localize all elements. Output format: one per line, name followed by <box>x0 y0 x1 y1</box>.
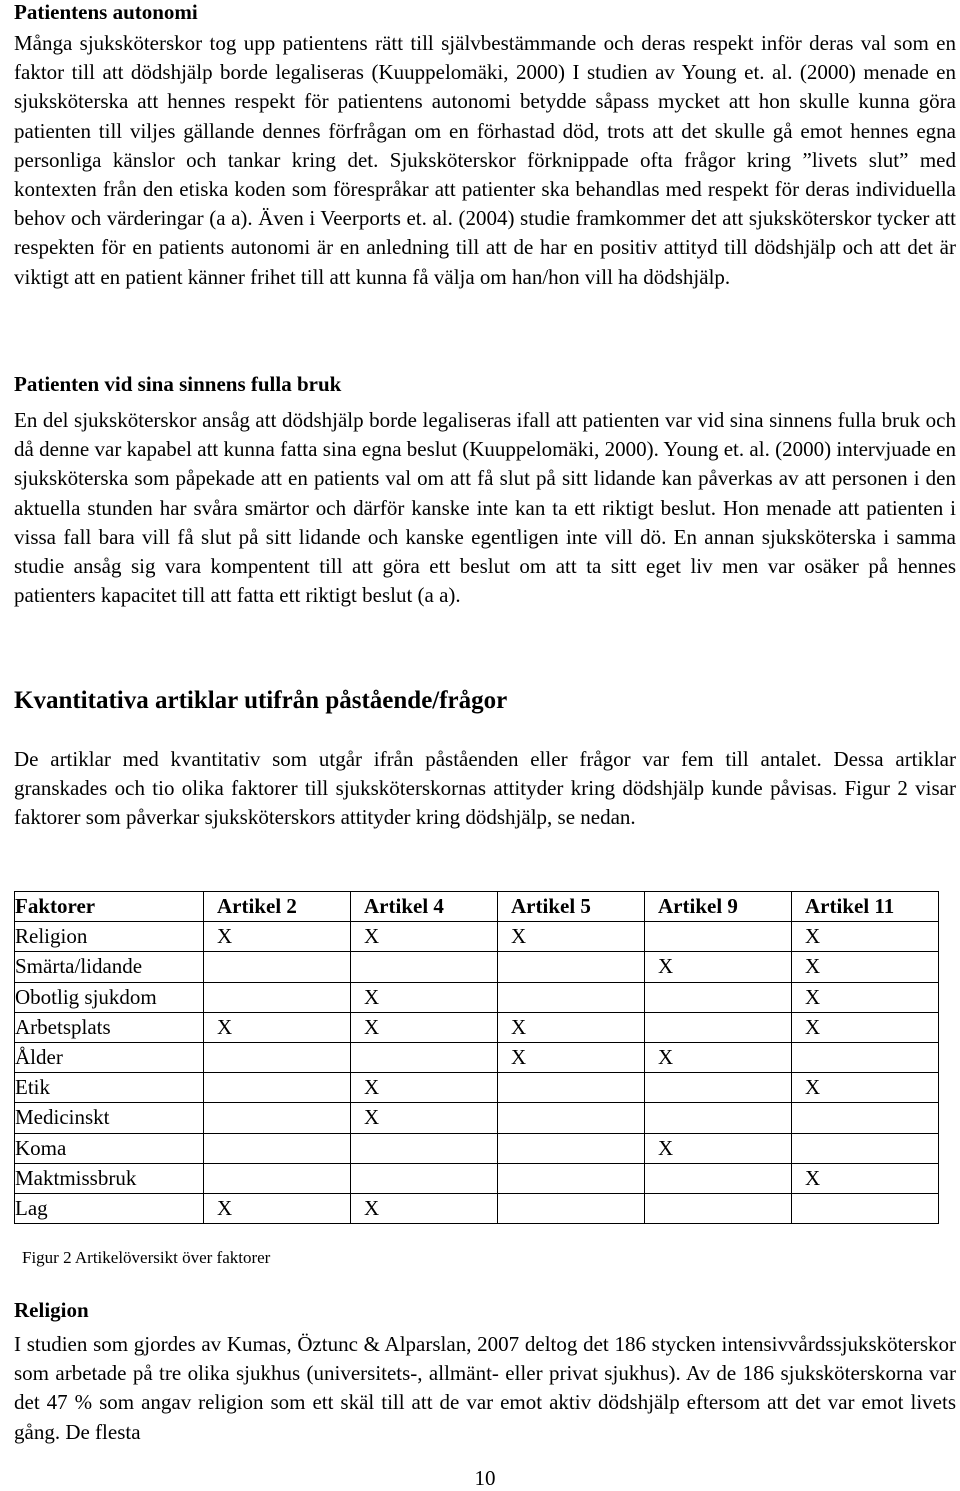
mark-cell: X <box>792 922 939 952</box>
mark-cell <box>792 1133 939 1163</box>
table-header-cell: Artikel 4 <box>351 892 498 922</box>
mark-cell <box>498 1194 645 1224</box>
table-header-cell: Faktorer <box>15 892 204 922</box>
mark-cell <box>204 952 351 982</box>
figure-caption: Figur 2 Artikelöversikt över faktorer <box>22 1248 271 1267</box>
mark-cell: X <box>204 922 351 952</box>
mark-cell <box>351 1043 498 1073</box>
mark-cell <box>498 982 645 1012</box>
mark-cell: X <box>792 1163 939 1193</box>
mark-cell: X <box>792 1012 939 1042</box>
mark-cell: X <box>204 1012 351 1042</box>
mark-cell: X <box>204 1194 351 1224</box>
heading-sinnens-fulla-bruk: Patienten vid sina sinnens fulla bruk <box>14 372 342 396</box>
mark-cell <box>351 1133 498 1163</box>
heading-kvantitativa-artiklar: Kvantitativa artiklar utifrån påstående/frågor <box>14 687 508 714</box>
factor-name-cell: Ålder <box>15 1043 204 1073</box>
factor-name-cell: Etik <box>15 1073 204 1103</box>
mark-cell <box>351 1163 498 1193</box>
factors-table <box>14 891 939 1224</box>
mark-cell: X <box>351 922 498 952</box>
mark-cell <box>351 952 498 982</box>
mark-cell <box>498 1073 645 1103</box>
factor-name-cell: Obotlig sjukdom <box>15 982 204 1012</box>
mark-cell: X <box>351 1073 498 1103</box>
mark-cell: X <box>351 1194 498 1224</box>
paragraph-religion: I studien som gjordes av Kumas, Öztunc & Alparslan, 2007 deltog det 186 stycken intensivvårdssjuksköterskor som arbetade på tre olika sjukhus (universitets-, allmänt- eller privat sjukhus). Av de 186 sjuksköterskorna var det 47 % som angav religion som ett skäl till att de var emot aktiv dödshjälp eftersom att det var emot livets gång. De flesta <box>14 1332 956 1444</box>
mark-cell <box>204 1163 351 1193</box>
factor-name-cell: Religion <box>15 922 204 952</box>
mark-cell <box>645 1073 792 1103</box>
paragraph-autonomi: Många sjuksköterskor tog upp patientens rätt till självbestämmande och deras respekt inför deras val som en faktor till att dödshjälp borde legaliseras (Kuuppelomäki, 2000) I studien av Young et. al. (2000) menade en sjuksköterska att hennes respekt för patientens autonomi betydde såpass mycket att hon skulle kunna göra patienten till viljes gällande dennes förfrågan om en förhastad död, trots att det skulle gå emot hennes egna personliga känslor och tankar kring det. Sjuksköterskor förknippade ofta frågor kring ”livets slut” med kontexten från den etiska koden som förespråkar att patienter ska behandlas med respekt för deras individuella behov och värderingar (a a). Även i Veerports et. al. (2004) studie framkommer det att sjuksköterskor tycker att respekten för en patients autonomi är en anledning till att de har en positiv attityd till dödshjälp och att det är viktigt att en patient känner frihet till att kunna få välja om han/hon vill ha dödshjälp. <box>14 31 956 289</box>
mark-cell <box>792 1103 939 1133</box>
table-row <box>15 1073 939 1103</box>
mark-cell <box>645 1163 792 1193</box>
table-row <box>15 1194 939 1224</box>
table-header-cell: Artikel 5 <box>498 892 645 922</box>
table-row <box>15 982 939 1012</box>
table-header-cell: Artikel 9 <box>645 892 792 922</box>
mark-cell <box>645 982 792 1012</box>
factor-name-cell: Maktmissbruk <box>15 1163 204 1193</box>
table-header-cell: Artikel 2 <box>204 892 351 922</box>
factor-name-cell: Smärta/lidande <box>15 952 204 982</box>
table-row <box>15 1012 939 1042</box>
mark-cell: X <box>645 1133 792 1163</box>
table-row <box>15 1163 939 1193</box>
mark-cell: X <box>645 952 792 982</box>
mark-cell <box>204 982 351 1012</box>
factor-name-cell: Medicinskt <box>15 1103 204 1133</box>
mark-cell: X <box>351 1103 498 1133</box>
table-row <box>15 1133 939 1163</box>
mark-cell <box>645 1103 792 1133</box>
mark-cell: X <box>498 1043 645 1073</box>
mark-cell <box>645 1194 792 1224</box>
table-header-cell: Artikel 11 <box>792 892 939 922</box>
heading-religion: Religion <box>14 1298 89 1322</box>
mark-cell: X <box>645 1043 792 1073</box>
table-row <box>15 1103 939 1133</box>
mark-cell <box>204 1103 351 1133</box>
mark-cell <box>645 1012 792 1042</box>
mark-cell <box>645 922 792 952</box>
heading-patientens-autonomi: Patientens autonomi <box>14 0 198 24</box>
mark-cell <box>204 1043 351 1073</box>
mark-cell: X <box>498 922 645 952</box>
mark-cell <box>204 1133 351 1163</box>
mark-cell <box>792 1194 939 1224</box>
mark-cell <box>498 1103 645 1133</box>
mark-cell: X <box>792 952 939 982</box>
mark-cell: X <box>498 1012 645 1042</box>
mark-cell: X <box>792 1073 939 1103</box>
mark-cell <box>204 1073 351 1103</box>
factor-name-cell: Arbetsplats <box>15 1012 204 1042</box>
mark-cell <box>498 1133 645 1163</box>
mark-cell: X <box>351 982 498 1012</box>
mark-cell <box>498 1163 645 1193</box>
page-number: 10 <box>474 1466 496 1490</box>
mark-cell <box>498 952 645 982</box>
table-row <box>15 922 939 952</box>
mark-cell: X <box>351 1012 498 1042</box>
mark-cell: X <box>792 982 939 1012</box>
table-row <box>15 1043 939 1073</box>
table-row <box>15 952 939 982</box>
paragraph-kvantitativa: De artiklar med kvantitativ som utgår ifrån påståenden eller frågor var fem till antalet. Dessa artiklar granskades och tio olika faktorer till sjuksköterskornas attityder kring dödshjälp kunde påvisas. Figur 2 visar faktorer som påverkar sjuksköterskors attityder kring dödshjälp, se nedan. <box>14 747 956 830</box>
factor-name-cell: Koma <box>15 1133 204 1163</box>
paragraph-sinnen: En del sjuksköterskor ansåg att dödshjälp borde legaliseras ifall att patienten var vid sina sinnens fulla bruk och då denne var kapabel att kunna fatta sina egna beslut (Kuuppelomäki, 2000). Young et. al. (2000) intervjuade en sjuksköterska som påpekade att en patients val om att få slut på sitt lidande kan påverkas av att personen i den aktuella stunden har svåra smärtor och därför kanske inte kan ta ett riktigt beslut. Hon menade att patienten i vissa fall bara vill få slut på sitt lidande och kanske egentligen inte vill dö. En annan sjuksköterska i samma studie ansåg sig vara kompentent till att göra ett beslut om att ta sitt eget liv men var osäker på hennes patienters kapacitet till att fatta ett riktigt beslut (a a). <box>14 408 956 608</box>
mark-cell <box>792 1043 939 1073</box>
factor-name-cell: Lag <box>15 1194 204 1224</box>
table-header-row <box>15 892 939 922</box>
